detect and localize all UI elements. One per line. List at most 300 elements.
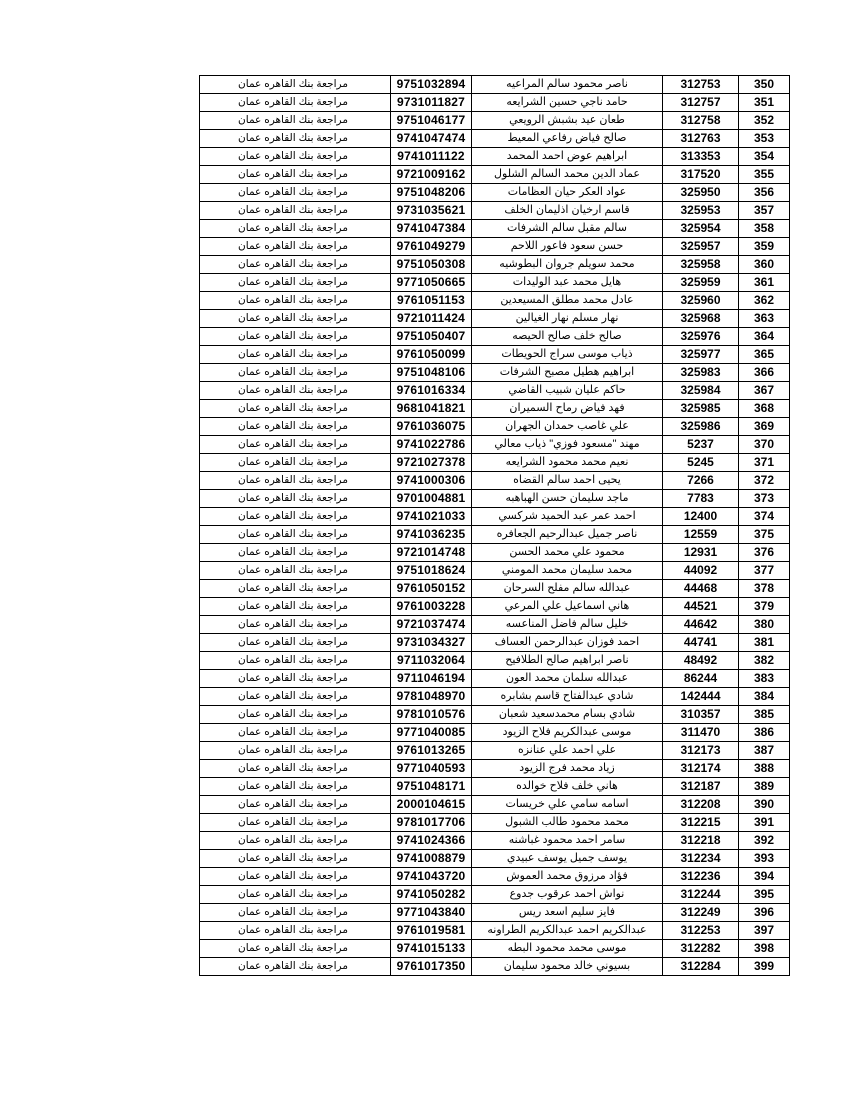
- table-row: [200, 652, 790, 670]
- branch-cell: مراجعة بنك القاهره عمان: [200, 958, 387, 976]
- branch-cell: مراجعة بنك القاهره عمان: [200, 400, 387, 418]
- branch-cell: مراجعة بنك القاهره عمان: [200, 616, 387, 634]
- account-number-cell: 9761019581: [391, 922, 472, 940]
- table-row: [200, 616, 790, 634]
- sequence-number-cell: 357: [739, 202, 790, 220]
- branch-cell: مراجعة بنك القاهره عمان: [200, 418, 387, 436]
- branch-cell: مراجعة بنك القاهره عمان: [200, 436, 387, 454]
- sequence-number-cell: 374: [739, 508, 790, 526]
- sequence-number-cell: 365: [739, 346, 790, 364]
- id-number-cell: 313353: [663, 148, 739, 166]
- id-number-cell: 325984: [663, 382, 739, 400]
- id-number-cell: 310357: [663, 706, 739, 724]
- account-number-cell: 9741043720: [391, 868, 472, 886]
- branch-cell: مراجعة بنك القاهره عمان: [200, 670, 387, 688]
- id-number-cell: 325976: [663, 328, 739, 346]
- name-cell: زياد محمد فرج الزيود: [472, 760, 663, 778]
- sequence-number-cell: 377: [739, 562, 790, 580]
- table-row: [200, 274, 790, 292]
- id-number-cell: 312757: [663, 94, 739, 112]
- id-number-cell: 5245: [663, 454, 739, 472]
- sequence-number-cell: 363: [739, 310, 790, 328]
- sequence-number-cell: 398: [739, 940, 790, 958]
- name-cell: نهار مسلم نهار الغيالين: [472, 310, 663, 328]
- branch-cell: مراجعة بنك القاهره عمان: [200, 904, 387, 922]
- table-row: [200, 364, 790, 382]
- name-cell: محمد سويلم جروان البطوشيه: [472, 256, 663, 274]
- name-cell: بسيوني خالد محمود سليمان: [472, 958, 663, 976]
- name-cell: خليل سالم فاضل المناعسه: [472, 616, 663, 634]
- branch-cell: مراجعة بنك القاهره عمان: [200, 598, 387, 616]
- name-cell: احمد فوزان عبدالرحمن العساف: [472, 634, 663, 652]
- branch-cell: مراجعة بنك القاهره عمان: [200, 166, 387, 184]
- branch-cell: مراجعة بنك القاهره عمان: [200, 580, 387, 598]
- sequence-number-cell: 356: [739, 184, 790, 202]
- id-number-cell: 12931: [663, 544, 739, 562]
- id-number-cell: 325986: [663, 418, 739, 436]
- name-cell: محمود علي محمد الحسن: [472, 544, 663, 562]
- sequence-number-cell: 354: [739, 148, 790, 166]
- table-row: [200, 346, 790, 364]
- name-cell: شادي عبدالفتاح قاسم بشابره: [472, 688, 663, 706]
- branch-cell: مراجعة بنك القاهره عمان: [200, 94, 387, 112]
- account-number-cell: 9781048970: [391, 688, 472, 706]
- table-row: [200, 670, 790, 688]
- name-cell: ناصر ابراهيم صالح الطلافيح: [472, 652, 663, 670]
- branch-cell: مراجعة بنك القاهره عمان: [200, 922, 387, 940]
- account-number-cell: 9741011122: [391, 148, 472, 166]
- account-number-cell: 9751048106: [391, 364, 472, 382]
- table-row: [200, 292, 790, 310]
- id-number-cell: 325958: [663, 256, 739, 274]
- sequence-number-cell: 393: [739, 850, 790, 868]
- branch-cell: مراجعة بنك القاهره عمان: [200, 742, 387, 760]
- id-number-cell: 44092: [663, 562, 739, 580]
- account-number-cell: 9761016334: [391, 382, 472, 400]
- sequence-number-cell: 391: [739, 814, 790, 832]
- branch-cell: مراجعة بنك القاهره عمان: [200, 706, 387, 724]
- branch-cell: مراجعة بنك القاهره عمان: [200, 310, 387, 328]
- table-row: [200, 310, 790, 328]
- id-number-cell: 312284: [663, 958, 739, 976]
- account-number-cell: 9721027378: [391, 454, 472, 472]
- name-cell: نواش احمد عرقوب جدوع: [472, 886, 663, 904]
- id-number-cell: 325968: [663, 310, 739, 328]
- branch-cell: مراجعة بنك القاهره عمان: [200, 634, 387, 652]
- branch-cell: مراجعة بنك القاهره عمان: [200, 490, 387, 508]
- table-row: [200, 472, 790, 490]
- sequence-number-cell: 366: [739, 364, 790, 382]
- sequence-number-cell: 355: [739, 166, 790, 184]
- name-cell: محمد سليمان محمد المومني: [472, 562, 663, 580]
- branch-cell: مراجعة بنك القاهره عمان: [200, 328, 387, 346]
- sequence-number-cell: 383: [739, 670, 790, 688]
- account-number-cell: 9701004881: [391, 490, 472, 508]
- sequence-number-cell: 351: [739, 94, 790, 112]
- name-cell: قاسم ارخيان اذليمان الخلف: [472, 202, 663, 220]
- id-number-cell: 7266: [663, 472, 739, 490]
- account-number-cell: 9761036075: [391, 418, 472, 436]
- name-cell: يحيى احمد سالم القضاه: [472, 472, 663, 490]
- id-number-cell: 86244: [663, 670, 739, 688]
- id-number-cell: 325953: [663, 202, 739, 220]
- table-row: [200, 400, 790, 418]
- table-row: [200, 886, 790, 904]
- name-cell: ابراهيم هطيل مصبح الشرفات: [472, 364, 663, 382]
- id-number-cell: 325957: [663, 238, 739, 256]
- sequence-number-cell: 399: [739, 958, 790, 976]
- table-row: [200, 508, 790, 526]
- table-row: [200, 544, 790, 562]
- sequence-number-cell: 385: [739, 706, 790, 724]
- branch-cell: مراجعة بنك القاهره عمان: [200, 508, 387, 526]
- sequence-number-cell: 364: [739, 328, 790, 346]
- sequence-number-cell: 375: [739, 526, 790, 544]
- table-row: [200, 76, 790, 94]
- id-number-cell: 325985: [663, 400, 739, 418]
- branch-cell: مراجعة بنك القاهره عمان: [200, 382, 387, 400]
- sequence-number-cell: 358: [739, 220, 790, 238]
- name-cell: هاني خلف فلاح خوالده: [472, 778, 663, 796]
- sequence-number-cell: 381: [739, 634, 790, 652]
- id-number-cell: 312208: [663, 796, 739, 814]
- table-row: [200, 166, 790, 184]
- table-row: [200, 436, 790, 454]
- branch-cell: مراجعة بنك القاهره عمان: [200, 814, 387, 832]
- table-row: [200, 238, 790, 256]
- name-cell: عبدالله سلمان محمد العون: [472, 670, 663, 688]
- table-row: [200, 382, 790, 400]
- account-number-cell: 9771040593: [391, 760, 472, 778]
- name-cell: طعان عيد بشبش الرويعي: [472, 112, 663, 130]
- id-number-cell: 44468: [663, 580, 739, 598]
- branch-cell: مراجعة بنك القاهره عمان: [200, 454, 387, 472]
- branch-cell: مراجعة بنك القاهره عمان: [200, 724, 387, 742]
- table-row: [200, 220, 790, 238]
- name-cell: موسى عبدالكريم فلاح الزيود: [472, 724, 663, 742]
- sequence-number-cell: 376: [739, 544, 790, 562]
- sequence-number-cell: 352: [739, 112, 790, 130]
- table-row: [200, 562, 790, 580]
- name-cell: عواد العكر حيان العظامات: [472, 184, 663, 202]
- name-cell: نعيم محمد محمود الشرايعه: [472, 454, 663, 472]
- account-number-cell: 9751050407: [391, 328, 472, 346]
- branch-cell: مراجعة بنك القاهره عمان: [200, 184, 387, 202]
- table-row: [200, 724, 790, 742]
- branch-cell: مراجعة بنك القاهره عمان: [200, 256, 387, 274]
- sequence-number-cell: 359: [739, 238, 790, 256]
- sequence-number-cell: 394: [739, 868, 790, 886]
- sequence-number-cell: 392: [739, 832, 790, 850]
- table-row: [200, 418, 790, 436]
- branch-cell: مراجعة بنك القاهره عمان: [200, 562, 387, 580]
- branch-cell: مراجعة بنك القاهره عمان: [200, 346, 387, 364]
- name-cell: حامد ناجي حسين الشرايعه: [472, 94, 663, 112]
- table-row: [200, 868, 790, 886]
- name-cell: فؤاد مرزوق محمد العموش: [472, 868, 663, 886]
- account-number-cell: 9781010576: [391, 706, 472, 724]
- sequence-number-cell: 382: [739, 652, 790, 670]
- id-number-cell: 312218: [663, 832, 739, 850]
- account-number-cell: 9751048206: [391, 184, 472, 202]
- account-number-cell: 9761050099: [391, 346, 472, 364]
- account-number-cell: 9711046194: [391, 670, 472, 688]
- account-number-cell: 9761017350: [391, 958, 472, 976]
- branch-cell: مراجعة بنك القاهره عمان: [200, 544, 387, 562]
- branch-cell: مراجعة بنك القاهره عمان: [200, 652, 387, 670]
- account-number-cell: 9711032064: [391, 652, 472, 670]
- table-row: [200, 940, 790, 958]
- branch-cell: مراجعة بنك القاهره عمان: [200, 148, 387, 166]
- id-number-cell: 325960: [663, 292, 739, 310]
- sequence-number-cell: 362: [739, 292, 790, 310]
- branch-cell: مراجعة بنك القاهره عمان: [200, 940, 387, 958]
- name-cell: ذياب موسى سراج الحويطات: [472, 346, 663, 364]
- name-cell: صالح خلف صالح الحيصه: [472, 328, 663, 346]
- branch-cell: مراجعة بنك القاهره عمان: [200, 220, 387, 238]
- table-row: [200, 202, 790, 220]
- table-row: [200, 490, 790, 508]
- sequence-number-cell: 379: [739, 598, 790, 616]
- account-number-cell: 9721011424: [391, 310, 472, 328]
- name-cell: ماجد سليمان حسن الهباهبه: [472, 490, 663, 508]
- account-number-cell: 9741021033: [391, 508, 472, 526]
- sequence-number-cell: 372: [739, 472, 790, 490]
- sequence-number-cell: 353: [739, 130, 790, 148]
- name-cell: حسن سعود فاعور اللاحم: [472, 238, 663, 256]
- branch-cell: مراجعة بنك القاهره عمان: [200, 688, 387, 706]
- table-row: [200, 598, 790, 616]
- branch-cell: مراجعة بنك القاهره عمان: [200, 130, 387, 148]
- id-number-cell: 312253: [663, 922, 739, 940]
- account-number-cell: 9741050282: [391, 886, 472, 904]
- account-number-cell: 9771050665: [391, 274, 472, 292]
- name-cell: شادي بسام محمدسعيد شعبان: [472, 706, 663, 724]
- branch-cell: مراجعة بنك القاهره عمان: [200, 76, 387, 94]
- account-number-cell: 9681041821: [391, 400, 472, 418]
- account-number-cell: 9741000306: [391, 472, 472, 490]
- account-number-cell: 9761013265: [391, 742, 472, 760]
- sequence-number-cell: 390: [739, 796, 790, 814]
- table-row: [200, 184, 790, 202]
- sequence-number-cell: 371: [739, 454, 790, 472]
- table-row: [200, 778, 790, 796]
- account-number-cell: 9741008879: [391, 850, 472, 868]
- branch-cell: مراجعة بنك القاهره عمان: [200, 778, 387, 796]
- account-number-cell: 9761049279: [391, 238, 472, 256]
- sequence-number-cell: 368: [739, 400, 790, 418]
- branch-cell: مراجعة بنك القاهره عمان: [200, 274, 387, 292]
- id-number-cell: 311470: [663, 724, 739, 742]
- name-cell: سالم مقبل سالم الشرفات: [472, 220, 663, 238]
- table-row: [200, 706, 790, 724]
- id-number-cell: 12400: [663, 508, 739, 526]
- name-cell: عبدالله سالم مفلح السرحان: [472, 580, 663, 598]
- id-number-cell: 312174: [663, 760, 739, 778]
- account-number-cell: 9771040085: [391, 724, 472, 742]
- name-cell: مهند "مسعود فوزي" ذياب معالي: [472, 436, 663, 454]
- name-cell: صالح فياض رفاعي المعيط: [472, 130, 663, 148]
- sequence-number-cell: 397: [739, 922, 790, 940]
- name-cell: ناصر محمود سالم المراعيه: [472, 76, 663, 94]
- sequence-number-cell: 386: [739, 724, 790, 742]
- sequence-number-cell: 395: [739, 886, 790, 904]
- sequence-number-cell: 384: [739, 688, 790, 706]
- account-number-cell: 9721009162: [391, 166, 472, 184]
- sequence-number-cell: 369: [739, 418, 790, 436]
- branch-cell: مراجعة بنك القاهره عمان: [200, 760, 387, 778]
- table-row: [200, 148, 790, 166]
- id-number-cell: 312753: [663, 76, 739, 94]
- table-row: [200, 634, 790, 652]
- id-number-cell: 312244: [663, 886, 739, 904]
- sequence-number-cell: 388: [739, 760, 790, 778]
- name-cell: موسى محمد محمود البطه: [472, 940, 663, 958]
- name-cell: عادل محمد مطلق المسيعدين: [472, 292, 663, 310]
- branch-cell: مراجعة بنك القاهره عمان: [200, 472, 387, 490]
- account-number-cell: 9721014748: [391, 544, 472, 562]
- branch-cell: مراجعة بنك القاهره عمان: [200, 112, 387, 130]
- table-row: [200, 796, 790, 814]
- id-number-cell: 317520: [663, 166, 739, 184]
- branch-cell: مراجعة بنك القاهره عمان: [200, 364, 387, 382]
- branch-cell: مراجعة بنك القاهره عمان: [200, 292, 387, 310]
- sequence-number-cell: 360: [739, 256, 790, 274]
- table-row: [200, 580, 790, 598]
- branch-cell: مراجعة بنك القاهره عمان: [200, 868, 387, 886]
- name-cell: عبدالكريم احمد عبدالكريم الطراونه: [472, 922, 663, 940]
- beneficiaries-table: [199, 75, 790, 976]
- sequence-number-cell: 367: [739, 382, 790, 400]
- id-number-cell: 12559: [663, 526, 739, 544]
- table-row: [200, 958, 790, 976]
- table-row: [200, 526, 790, 544]
- sequence-number-cell: 380: [739, 616, 790, 634]
- branch-cell: مراجعة بنك القاهره عمان: [200, 238, 387, 256]
- id-number-cell: 44741: [663, 634, 739, 652]
- account-number-cell: 9741036235: [391, 526, 472, 544]
- table-row: [200, 832, 790, 850]
- id-number-cell: 312173: [663, 742, 739, 760]
- sequence-number-cell: 389: [739, 778, 790, 796]
- table-row: [200, 688, 790, 706]
- account-number-cell: 9741024366: [391, 832, 472, 850]
- name-cell: هايل محمد عبد الوليدات: [472, 274, 663, 292]
- branch-cell: مراجعة بنك القاهره عمان: [200, 796, 387, 814]
- account-number-cell: 9751050308: [391, 256, 472, 274]
- id-number-cell: 312187: [663, 778, 739, 796]
- name-cell: محمد محمود طالب الشبول: [472, 814, 663, 832]
- table-row: [200, 814, 790, 832]
- branch-cell: مراجعة بنك القاهره عمان: [200, 832, 387, 850]
- sequence-number-cell: 361: [739, 274, 790, 292]
- table-row: [200, 454, 790, 472]
- id-number-cell: 44521: [663, 598, 739, 616]
- account-number-cell: 9741022786: [391, 436, 472, 454]
- id-number-cell: 44642: [663, 616, 739, 634]
- id-number-cell: 312249: [663, 904, 739, 922]
- branch-cell: مراجعة بنك القاهره عمان: [200, 202, 387, 220]
- account-number-cell: 9731035621: [391, 202, 472, 220]
- id-number-cell: 142444: [663, 688, 739, 706]
- name-cell: علي غاصب حمدان الجهران: [472, 418, 663, 436]
- branch-cell: مراجعة بنك القاهره عمان: [200, 526, 387, 544]
- sequence-number-cell: 387: [739, 742, 790, 760]
- id-number-cell: 312215: [663, 814, 739, 832]
- sequence-number-cell: 373: [739, 490, 790, 508]
- account-number-cell: 9731011827: [391, 94, 472, 112]
- sequence-number-cell: 350: [739, 76, 790, 94]
- account-number-cell: 9761050152: [391, 580, 472, 598]
- name-cell: عماد الدين محمد السالم الشلول: [472, 166, 663, 184]
- table-row: [200, 742, 790, 760]
- id-number-cell: 312236: [663, 868, 739, 886]
- name-cell: سامر احمد محمود غباشنه: [472, 832, 663, 850]
- id-number-cell: 312234: [663, 850, 739, 868]
- sequence-number-cell: 378: [739, 580, 790, 598]
- id-number-cell: 325983: [663, 364, 739, 382]
- name-cell: علي احمد علي عنانزه: [472, 742, 663, 760]
- account-number-cell: 9761003228: [391, 598, 472, 616]
- table-row: [200, 112, 790, 130]
- account-number-cell: 9731034327: [391, 634, 472, 652]
- name-cell: هاني اسماعيل علي المرعي: [472, 598, 663, 616]
- table-row: [200, 922, 790, 940]
- id-number-cell: 7783: [663, 490, 739, 508]
- name-cell: فهد فياض رماح السميران: [472, 400, 663, 418]
- name-cell: ابراهيم عوض احمد المحمد: [472, 148, 663, 166]
- sequence-number-cell: 370: [739, 436, 790, 454]
- branch-cell: مراجعة بنك القاهره عمان: [200, 850, 387, 868]
- id-number-cell: 5237: [663, 436, 739, 454]
- id-number-cell: 312763: [663, 130, 739, 148]
- account-number-cell: 9751046177: [391, 112, 472, 130]
- account-number-cell: 9721037474: [391, 616, 472, 634]
- id-number-cell: 325950: [663, 184, 739, 202]
- account-number-cell: 9781017706: [391, 814, 472, 832]
- table-row: [200, 904, 790, 922]
- account-number-cell: 2000104615: [391, 796, 472, 814]
- table-row: [200, 760, 790, 778]
- id-number-cell: 325954: [663, 220, 739, 238]
- account-number-cell: 9741047474: [391, 130, 472, 148]
- table-body: [200, 76, 790, 976]
- account-number-cell: 9741015133: [391, 940, 472, 958]
- id-number-cell: 325959: [663, 274, 739, 292]
- table-row: [200, 94, 790, 112]
- id-number-cell: 325977: [663, 346, 739, 364]
- id-number-cell: 48492: [663, 652, 739, 670]
- sequence-number-cell: 396: [739, 904, 790, 922]
- account-number-cell: 9771043840: [391, 904, 472, 922]
- id-number-cell: 312758: [663, 112, 739, 130]
- account-number-cell: 9741047384: [391, 220, 472, 238]
- table-row: [200, 256, 790, 274]
- account-number-cell: 9751018624: [391, 562, 472, 580]
- id-number-cell: 312282: [663, 940, 739, 958]
- name-cell: فايز سليم اسعد ريس: [472, 904, 663, 922]
- branch-cell: مراجعة بنك القاهره عمان: [200, 886, 387, 904]
- table-row: [200, 328, 790, 346]
- name-cell: يوسف جميل يوسف عبيدي: [472, 850, 663, 868]
- name-cell: اسامه سامي علي خريسات: [472, 796, 663, 814]
- table-row: [200, 850, 790, 868]
- account-number-cell: 9751032894: [391, 76, 472, 94]
- name-cell: احمد عمر عبد الحميد شركسي: [472, 508, 663, 526]
- account-number-cell: 9761051153: [391, 292, 472, 310]
- name-cell: حاكم عليان شبيب القاضي: [472, 382, 663, 400]
- name-cell: ناصر جميل عبدالرحيم الجعافره: [472, 526, 663, 544]
